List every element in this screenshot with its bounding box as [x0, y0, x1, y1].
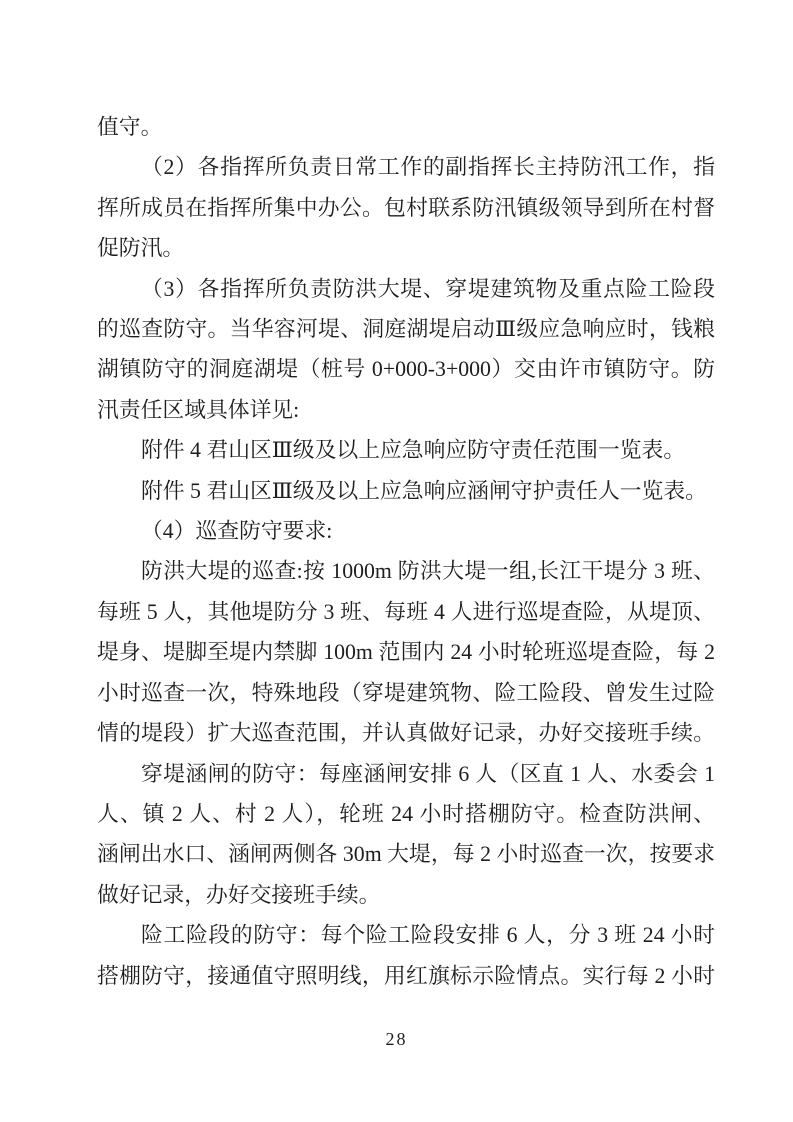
text-line-2: （2）各指挥所负责日常工作的副指挥长主持防汛工作，指: [141, 155, 715, 180]
page-number: 28: [385, 1029, 408, 1049]
text-line-18: 人、镇 2 人、村 2 人），轮班 24 小时搭棚防守。检查防洪闸、: [97, 801, 715, 826]
text-line-3: 挥所成员在指挥所集中办公。包村联系防汛镇级领导到所在村督: [97, 195, 715, 220]
text-line-1: 值守。: [97, 115, 163, 139]
document-body: [97, 107, 715, 996]
text-line-12: 防洪大堤的巡查:按 1000m 防洪大堤一组,长江干堤分 3 班、: [141, 559, 715, 584]
page-footer: [0, 1029, 793, 1050]
text-line-7: 湖镇防守的洞庭湖堤（桩号 0+000-3+000）交由许市镇防守。防: [97, 357, 715, 382]
text-line-16: 情的堤段）扩大巡查范围，并认真做好记录，办好交接班手续。: [97, 721, 715, 746]
text-line-4: 促防汛。: [97, 236, 185, 261]
text-line-17: 穿堤涵闸的防守：每座涵闸安排 6 人（区直 1 人、水委会 1: [141, 761, 715, 786]
text-line-8: 汛责任区域具体详见:: [97, 397, 300, 422]
text-line-21: 险工险段的防守：每个险工险段安排 6 人，分 3 班 24 小时: [141, 923, 715, 948]
text-line-10: 附件 5 君山区Ⅲ级及以上应急响应涵闸守护责任人一览表。: [141, 478, 707, 503]
text-line-19: 涵闸出水口、涵闸两侧各 30m 大堤，每 2 小时巡查一次，按要求: [97, 842, 715, 867]
text-line-5: （3）各指挥所负责防洪大堤、穿堤建筑物及重点险工险段: [141, 276, 715, 301]
text-line-15: 小时巡查一次，特殊地段（穿堤建筑物、险工险段、曾发生过险: [97, 680, 715, 705]
text-line-9: 附件 4 君山区Ⅲ级及以上应急响应防守责任范围一览表。: [141, 438, 686, 463]
text-line-22: 搭棚防守，接通值守照明线，用红旗标示险情点。实行每 2 小时: [97, 963, 715, 988]
text-line-13: 每班 5 人，其他堤防分 3 班、每班 4 人进行巡堤查险，从堤顶、: [97, 599, 715, 624]
text-line-20: 做好记录，办好交接班手续。: [97, 882, 381, 907]
text-line-14: 堤身、堤脚至堤内禁脚 100m 范围内 24 小时轮班巡堤查险，每 2: [97, 640, 715, 665]
text-line-6: 的巡查防守。当华容河堤、洞庭湖堤启动Ⅲ级应急响应时，钱粮: [97, 317, 715, 342]
text-line-11: （4）巡查防守要求:: [141, 519, 333, 544]
